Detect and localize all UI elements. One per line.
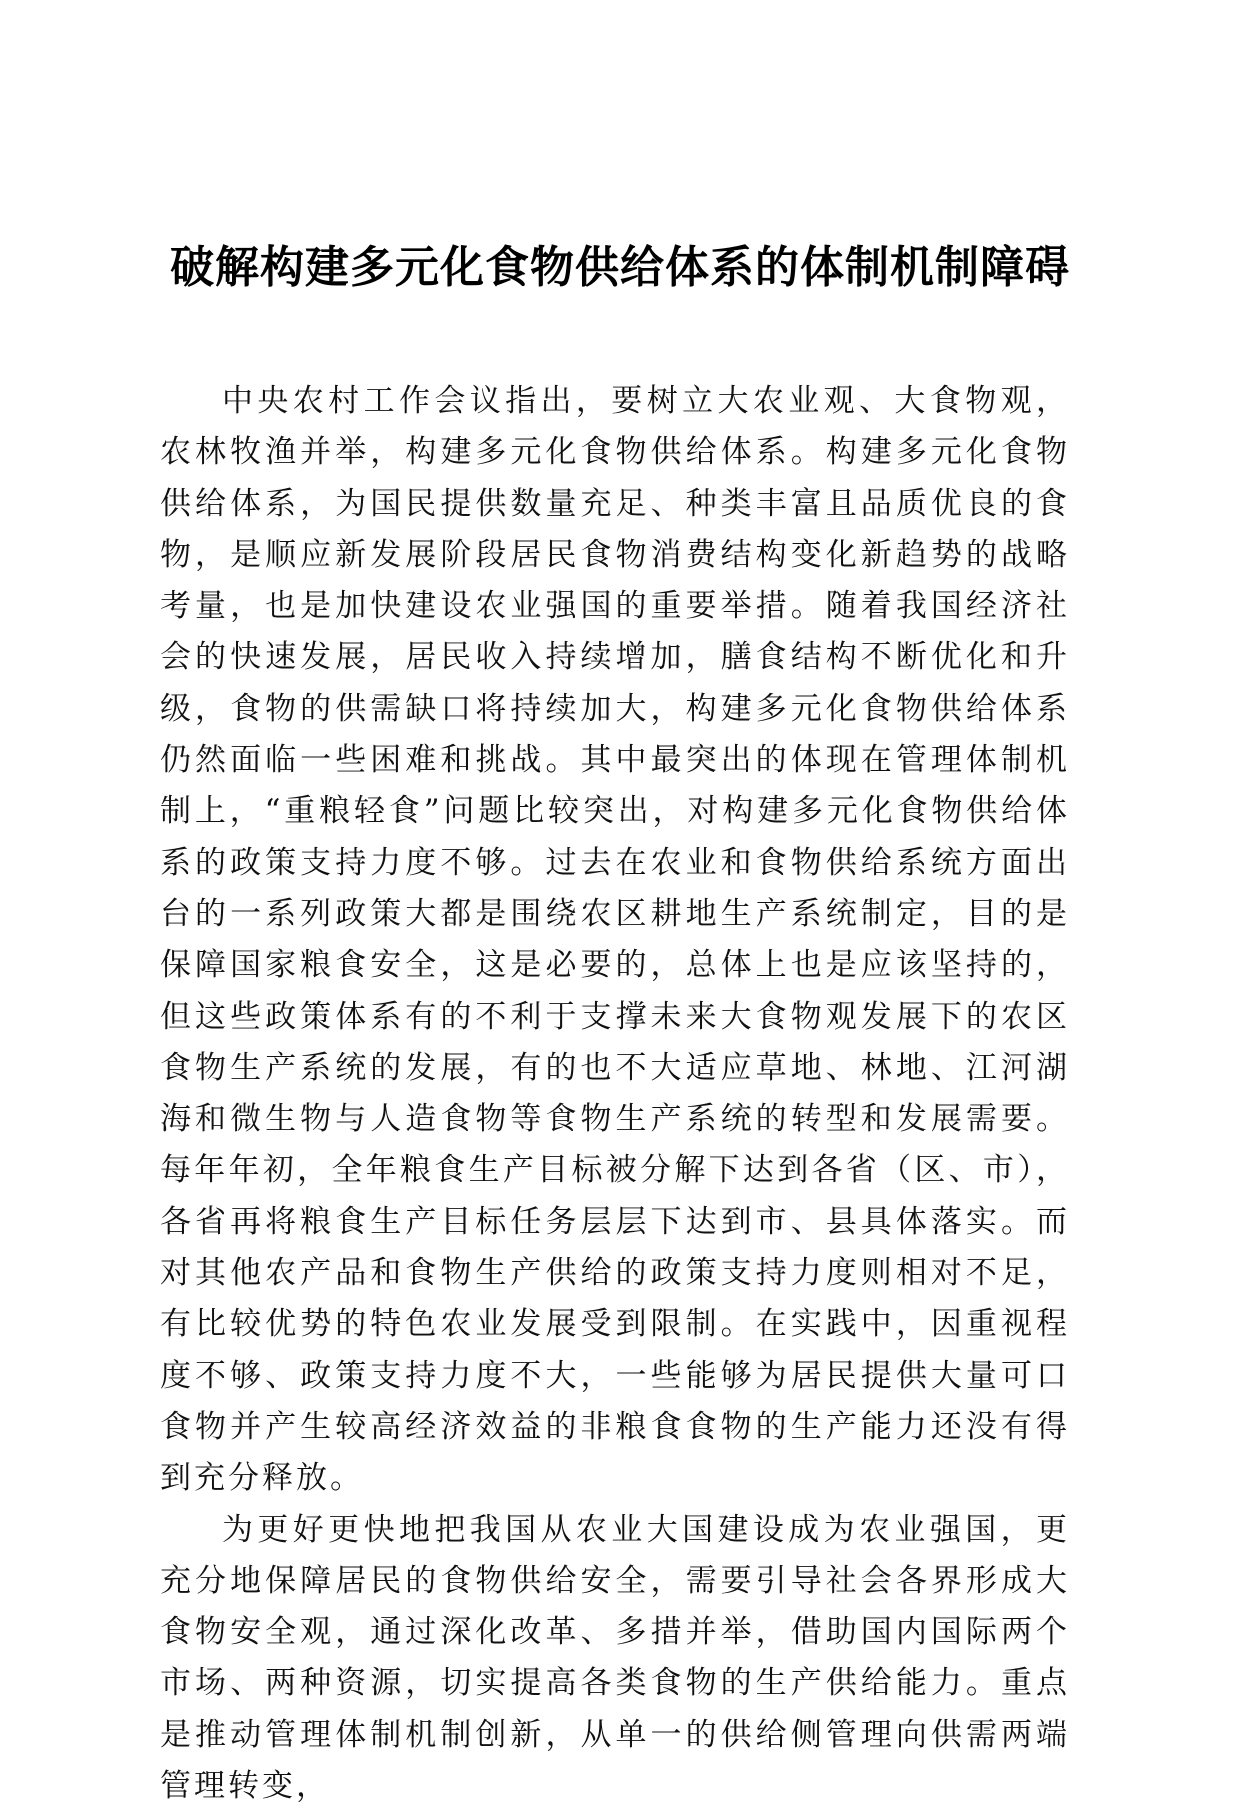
paragraph-1: 中央农村工作会议指出，要树立大农业观、大食物观，农林牧渔并举，构建多元化食物供给体系。构建多元化食物供给体系，为国民提供数量充足、种类丰富且品质优良的食物，是顺应新发展阶段居民食物消费结构变化新趋势的战略考量，也是加快建设农业强国的重要举措。随着我国经济社会的快速发展，居民收入持续增加，膳食结构不断优化和升级，食物的供需缺口将持续加大，构建多元化食物供给体系仍然面临一些困难和挑战。其中最突出的体现在管理体制机制上，“重粮轻食”问题比较突出，对构建多元化食物供给体系的政策支持力度不够。过去在农业和食物供给系统方面出台的一系列政策大都是围绕农区耕地生产系统制定，目的是保障国家粮食安全，这是必要的，总体上也是应该坚持的，但这些政策体系有的不利于支撑未来大食物观发展下的农区食物生产系统的发展，有的也不大适应草地、林地、江河湖海和微生物与人造食物等食物生产系统的转型和发展需要。每年年初，全年粮食生产目标被分解下达到各省（区、市），各省再将粮食生产目标任务层层下达到市、县具体落实。而对其他农产品和食物生产供给的政策支持力度则相对不足，有比较优势的特色农业发展受到限制。在实践中，因重视程度不够、政策支持力度不大，一些能够为居民提供大量可口食物并产生较高经济效益的非粮食食物的生产能力还没有得到充分释放。 xyxy=(160,383,1070,1497)
paragraph-2: 为更好更快地把我国从农业大国建设成为农业强国，更充分地保障居民的食物供给安全，需要引导社会各界形成大食物安全观，通过深化改革、多措并举，借助国内国际两个市场、两种资源，切实提高各类食物的生产供给能力。重点是推动管理体制机制创新，从单一的供给侧管理向供需两端管理转变， xyxy=(160,1511,1070,1805)
document-title: 破解构建多元化食物供给体系的体制机制障碍 xyxy=(170,242,1070,293)
document-body xyxy=(160,376,1070,1812)
